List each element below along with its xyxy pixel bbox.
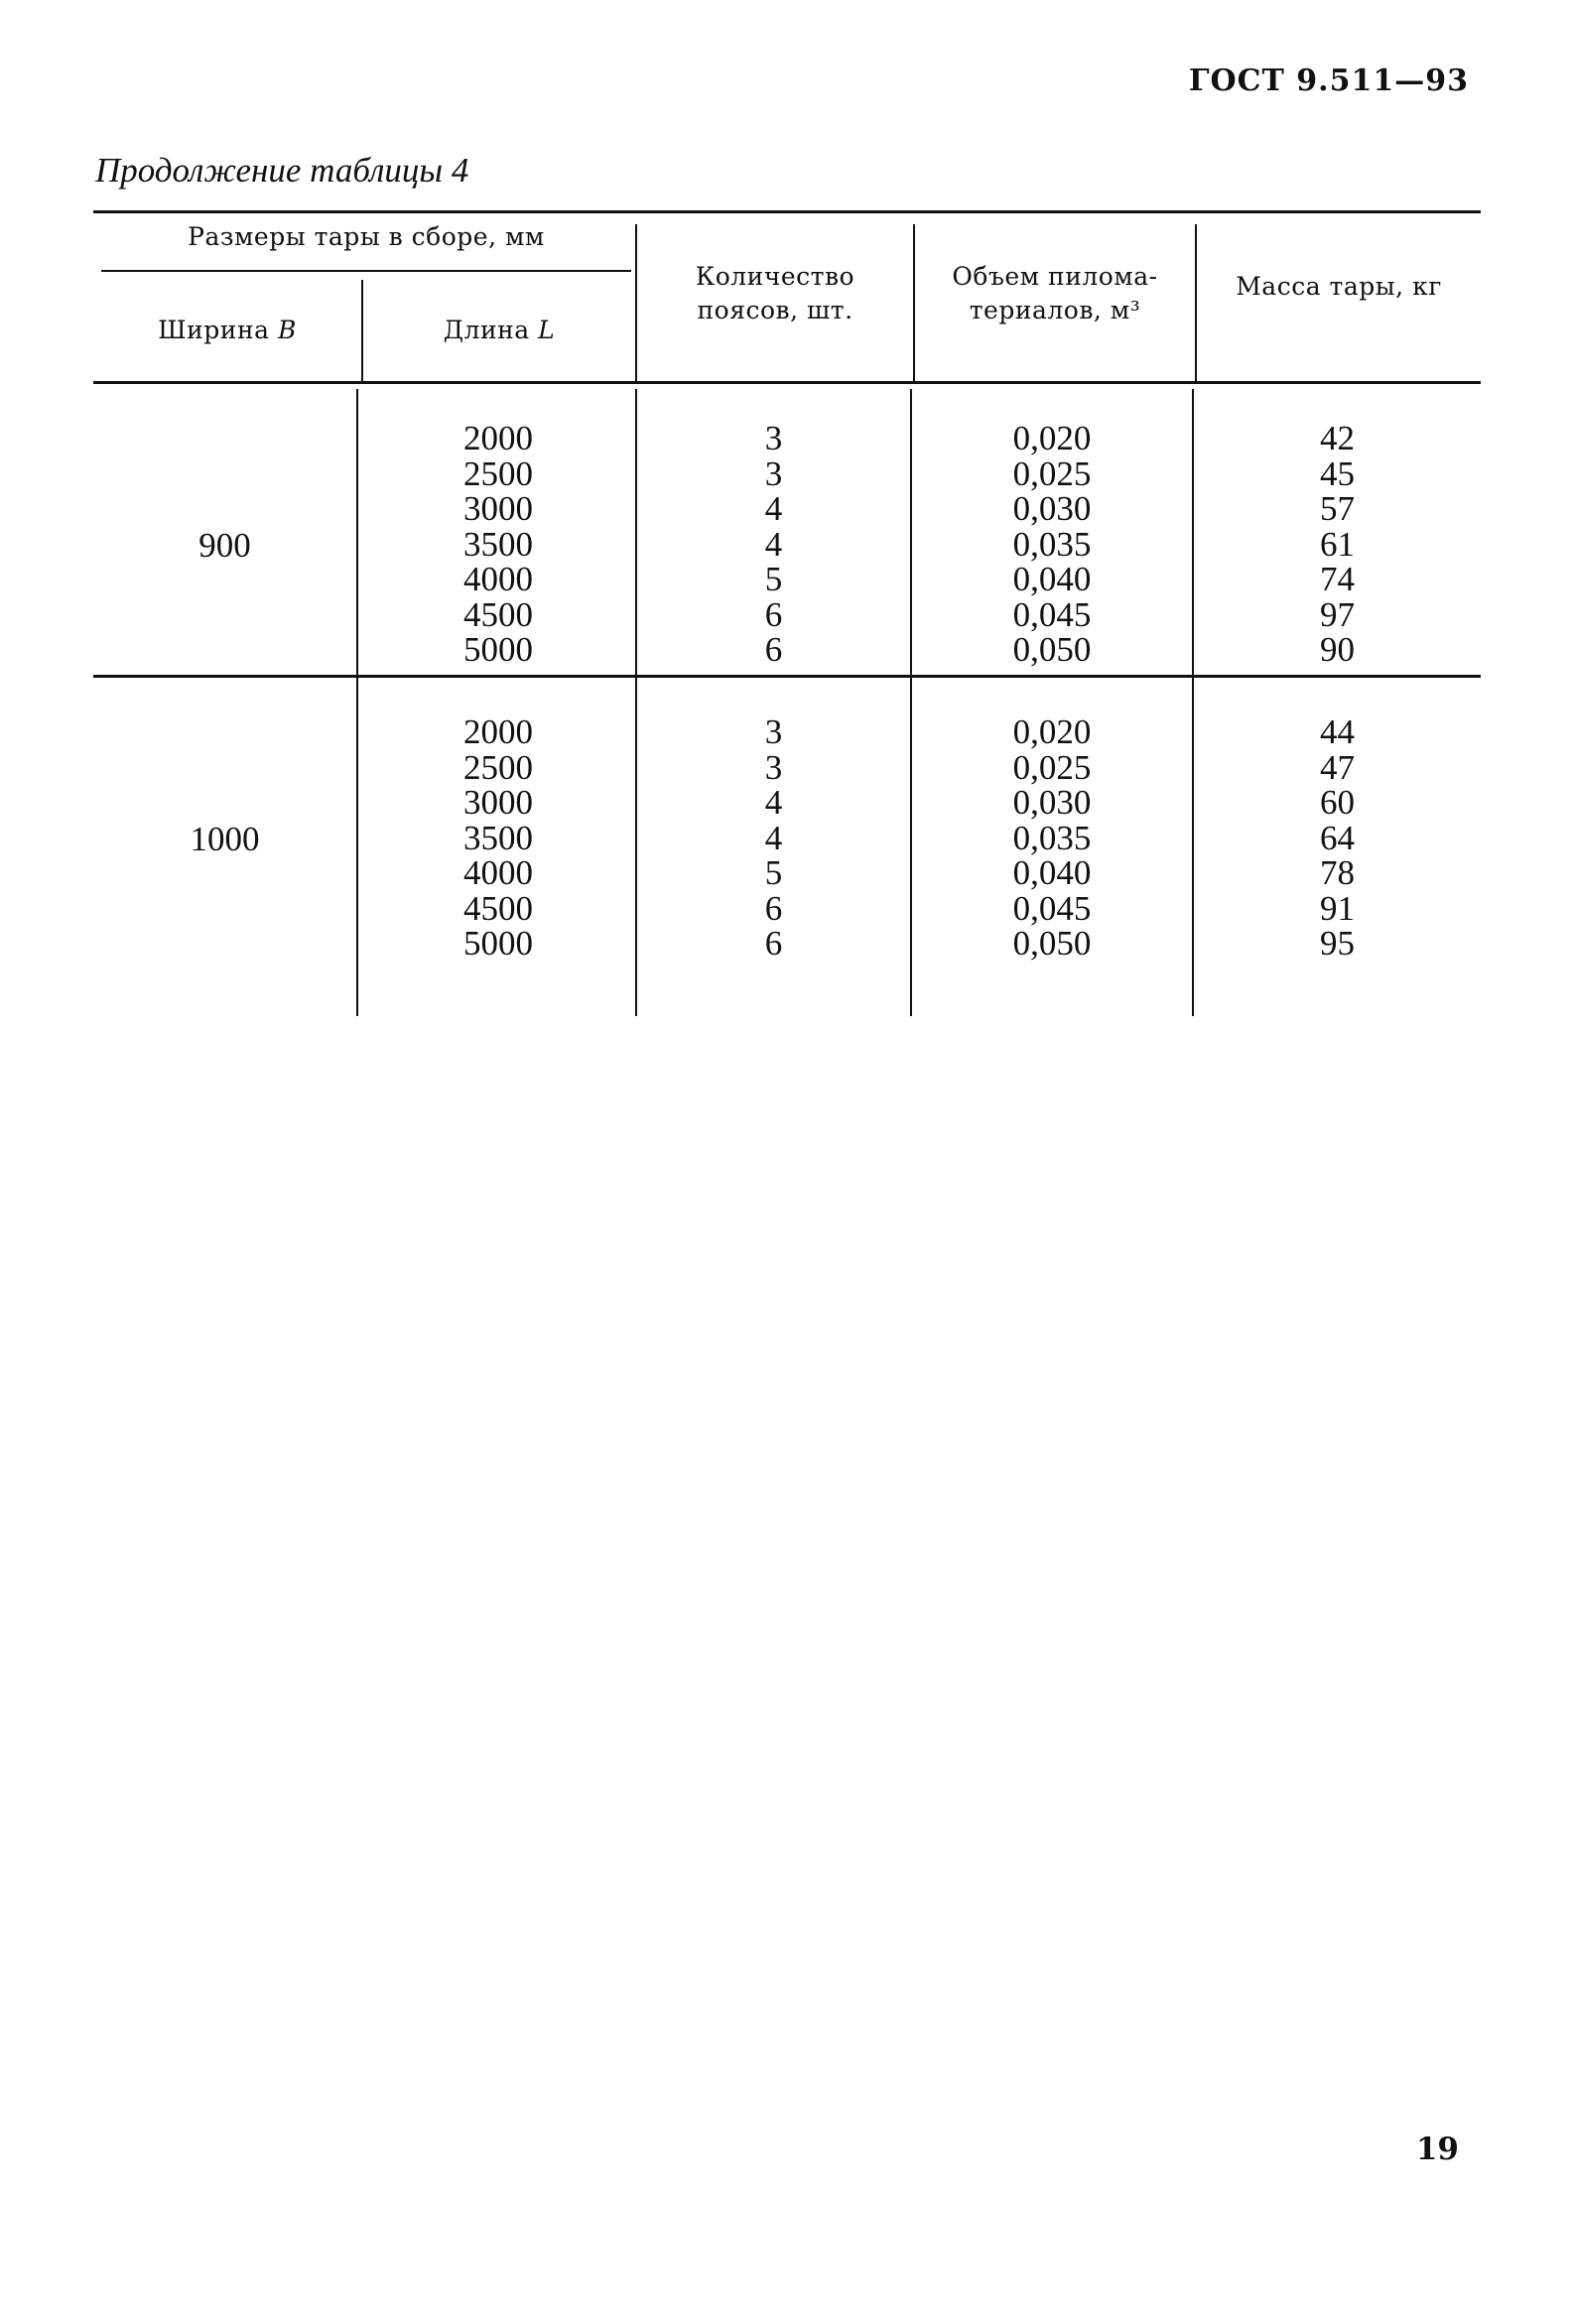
volume-cell: 0,025 <box>1012 453 1092 493</box>
mass-column <box>1194 714 1481 962</box>
volume-cell: 0,030 <box>1012 489 1092 528</box>
page-number: 19 <box>1415 2131 1459 2167</box>
length-cell: 3500 <box>463 524 533 564</box>
header-volume <box>915 260 1195 327</box>
length-cell: 2500 <box>463 453 533 493</box>
length-cell: 5000 <box>463 630 533 669</box>
length-cell: 4500 <box>463 594 533 634</box>
belts-column <box>637 421 910 668</box>
mass-cell: 60 <box>1320 783 1355 822</box>
length-cell: 2000 <box>463 419 533 457</box>
volume-cell: 0,050 <box>1012 630 1092 669</box>
mass-cell: 97 <box>1320 594 1355 634</box>
belts-column <box>637 714 910 962</box>
mass-cell: 45 <box>1320 453 1355 493</box>
volume-cell: 0,050 <box>1012 924 1092 963</box>
belts-cell: 4 <box>764 818 783 857</box>
volume-cell: 0,030 <box>1012 783 1092 822</box>
header-bottom-rule <box>93 381 1481 384</box>
belts-cell: 4 <box>764 524 783 564</box>
belts-cell: 3 <box>764 419 783 457</box>
mass-cell: 47 <box>1320 747 1355 787</box>
header-length <box>363 314 635 347</box>
belts-cell: 4 <box>764 489 783 528</box>
header-volume-line2: териалов, м³ <box>969 296 1141 324</box>
volume-cell: 0,020 <box>1012 419 1092 457</box>
table-caption: Продолжение таблицы 4 <box>95 151 469 190</box>
belts-cell: 6 <box>764 594 783 634</box>
header-length-text: Длина <box>443 316 530 344</box>
belts-cell: 5 <box>764 853 783 892</box>
volume-cell: 0,025 <box>1012 747 1092 787</box>
length-cell: 2000 <box>463 712 533 751</box>
length-cell: 5000 <box>463 924 533 963</box>
mass-cell: 44 <box>1320 712 1355 751</box>
mass-cell: 90 <box>1320 630 1355 669</box>
volume-cell: 0,035 <box>1012 524 1092 564</box>
mass-cell: 61 <box>1320 524 1355 564</box>
length-cell: 2500 <box>463 747 533 787</box>
volume-column <box>912 714 1192 962</box>
width-length-divider-body <box>356 389 358 1016</box>
header-dimensions-group <box>101 220 631 254</box>
belts-cell: 6 <box>764 924 783 963</box>
group-width-value: 900 <box>198 526 251 565</box>
group-separator-rule <box>93 675 1481 678</box>
table-top-rule <box>93 210 1481 213</box>
belts-cell: 5 <box>764 560 783 598</box>
belts-cell: 6 <box>764 630 783 669</box>
volume-cell: 0,020 <box>1012 712 1092 751</box>
header-mass <box>1197 270 1481 304</box>
length-cell: 4000 <box>463 853 533 892</box>
belts-cell: 3 <box>764 747 783 787</box>
length-cell: 4000 <box>463 560 533 598</box>
group-header-underline <box>101 270 631 272</box>
volume-cell: 0,040 <box>1012 853 1092 892</box>
volume-column <box>912 421 1192 668</box>
header-volume-line1: Объем пилома- <box>952 262 1158 291</box>
header-belts-line1: Количество <box>695 262 855 291</box>
length-cell: 4500 <box>463 888 533 928</box>
mass-cell: 74 <box>1320 560 1355 598</box>
mass-cell: 64 <box>1320 818 1355 857</box>
belts-cell: 3 <box>764 712 783 751</box>
data-table <box>93 210 1481 1014</box>
mass-column <box>1194 421 1481 668</box>
group-width-value: 1000 <box>190 820 260 858</box>
volume-cell: 0,035 <box>1012 818 1092 857</box>
length-column <box>361 714 635 962</box>
header-dimensions-group-text: Размеры тары в сборе, мм <box>188 222 545 251</box>
length-cell: 3500 <box>463 818 533 857</box>
length-cell: 3000 <box>463 783 533 822</box>
volume-cell: 0,045 <box>1012 888 1092 928</box>
length-cell: 3000 <box>463 489 533 528</box>
belts-cell: 6 <box>764 888 783 928</box>
mass-cell: 57 <box>1320 489 1355 528</box>
mass-cell: 91 <box>1320 888 1355 928</box>
mass-cell: 42 <box>1320 419 1355 457</box>
header-belts <box>637 260 913 327</box>
mass-cell: 95 <box>1320 924 1355 963</box>
header-width <box>93 314 361 347</box>
volume-cell: 0,040 <box>1012 560 1092 598</box>
mass-cell: 78 <box>1320 853 1355 892</box>
header-belts-line2: поясов, шт. <box>697 296 853 324</box>
header-width-text: Ширина <box>158 316 270 344</box>
header-width-symbol: B <box>278 316 297 344</box>
document-code: ГОСТ 9.511—93 <box>1188 64 1469 98</box>
volume-cell: 0,045 <box>1012 594 1092 634</box>
length-column <box>361 421 635 668</box>
belts-cell: 4 <box>764 783 783 822</box>
header-length-symbol: L <box>538 316 556 344</box>
header-mass-text: Масса тары, кг <box>1236 272 1442 301</box>
belts-cell: 3 <box>764 453 783 493</box>
